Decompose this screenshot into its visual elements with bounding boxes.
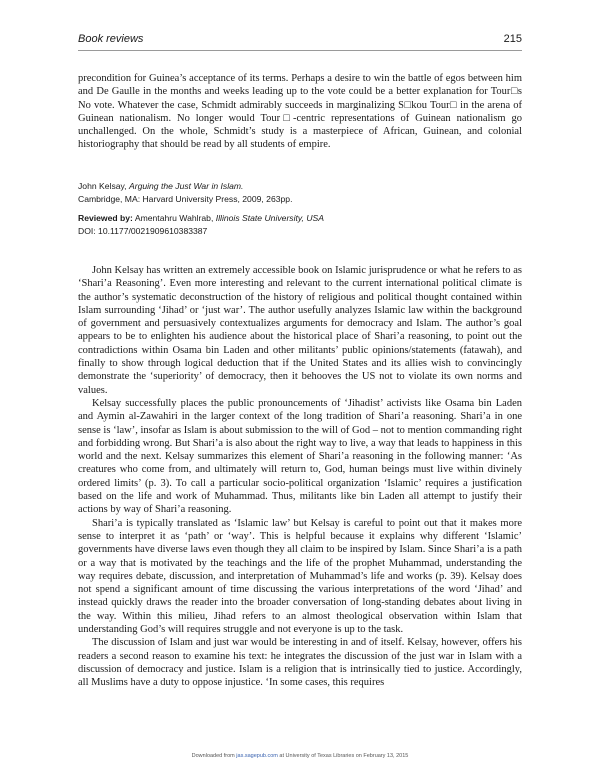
running-header	[78, 30, 522, 51]
reviewed-by-label: Reviewed by:	[78, 213, 133, 223]
review-paragraph: Kelsay successfully places the public pronouncements of ‘Jihadist’ activists like Osama bin Laden and Aymin al-Zawahiri in the larger context of the long tradition of Shari’a reasoning. Shari’a in one sense is ‘law’, insofar as Islam is about submission to the will of God – not to mention commanding right and forbidding wrong. But Shari’a is also about the right way to live, a way that leads to happiness in this world and the next. Kelsay summarizes this element of Shari’a reasoning in the following manner: ‘As creatures who come from, and ultimately will return to, God, human beings must live within divinely ordered limits’ (p. 3). To call a particular socio-political organization ‘Islamic’ requires a justification based on the life and work of Muhammad. Thus, militants like bin Laden all attempt to justify their actions by way of Shari’a reasoning.	[78, 397, 522, 516]
book-title: Arguing the Just War in Islam.	[128, 181, 244, 191]
review-paragraph: John Kelsay has written an extremely accessible book on Islamic jurisprudence or what he refers to as ‘Shari’a Reasoning’. Even more interesting and relevant to the current international political climate is the author’s systematic deconstruction of the history of religious and political thought contained within Islam surrounding ‘Jihad’ or ‘just war’. The author usefully analyzes Islamic law within the background of government and persuasively contextualizes arguments for democracy and Islam. The author’s goal appears to be to enlighten his audience about the historical place of Shari’a reasoning, to point out the contradictions within Osama bin Laden and other militants’ public opinions/statements (fatawah), and finally to show through logical deduction that if the United States and its allies wish to convincingly demonstrate the ‘superiority’ of democracy, then it behooves the US not to violate its own norms and values.	[78, 265, 522, 396]
footer-suffix: at University of Texas Libraries on February 13, 2015	[279, 753, 409, 759]
book-publication: Cambridge, MA: Harvard University Press, 2009, 263pp.	[78, 193, 293, 204]
review-paragraph: Shari’a is typically translated as ‘Islamic law’ but Kelsay is careful to point out that it makes more sense to interpret it as ‘path’ or ‘way’. This is helpful because it explains why different ‘Islamic’ governments have diverse laws even though they all claim to be inspired by Islam. Since Shari’a is a path or a way that is motivated by the teachings and the life of the prophet Muhammad, understanding the way requires debate, discussion, and interpretation of Muhammad’s life and works (p. 39). Kelsay does not spend a significant amount of time discussing the various interpretations of the word ‘Jihad’ and instead quickly draws the reader into the broader conversation of long-standing debates about living in the way. Within this milieu, Jihad refers to an almost theological observation within Islam that understanding God’s will requires struggle and not everyone is up to the task.	[78, 517, 522, 636]
book-title-line	[78, 180, 522, 193]
footer-prefix: Downloaded from	[191, 753, 235, 759]
review-paragraph: The discussion of Islam and just war would be interesting in and of itself. Kelsay, however, offers his readers a second reason to examine his text: he integrates the discussion of the just war in Islam with a discussion of democracy and justice. Islam is a religion that is intrinsically tied to justice. Accordingly, all Muslims have a duty to oppose injustice. ‘In some cases, this requires	[78, 637, 522, 689]
previous-review-continuation	[78, 72, 522, 152]
review-body	[78, 264, 522, 690]
book-author: John Kelsay,	[78, 181, 127, 191]
reviewer-affiliation: Illinois State University, USA	[215, 213, 325, 223]
reviewer-line	[78, 212, 522, 225]
continuation-paragraph: precondition for Guinea’s acceptance of its terms. Perhaps a desire to win the battle of egos between him and De Gaulle in the months and weeks leading up to the vote could be a better explanation for Tour□s No vote. Whatever the case, Schmidt admirably succeeds in marginalizing S□kou Tour□ in the arena of Guinean nationalism. No longer would Tour□-centric representations of Guinean nationalism go unchallenged. On the whole, Schmidt’s study is a masterpiece of African, Guinean, and colonial historiography that should be read by all students of empire.	[78, 73, 522, 151]
reviewer-name: Amentahru Wahlrab,	[134, 213, 214, 223]
book-citation	[78, 180, 522, 237]
page-number: 215	[503, 33, 522, 45]
download-footer	[0, 753, 600, 759]
footer-link[interactable]: jas.sagepub.com	[236, 753, 278, 759]
doi: DOI: 10.1177/0021909610383387	[78, 225, 208, 236]
journal-section-title: Book reviews	[78, 33, 144, 45]
